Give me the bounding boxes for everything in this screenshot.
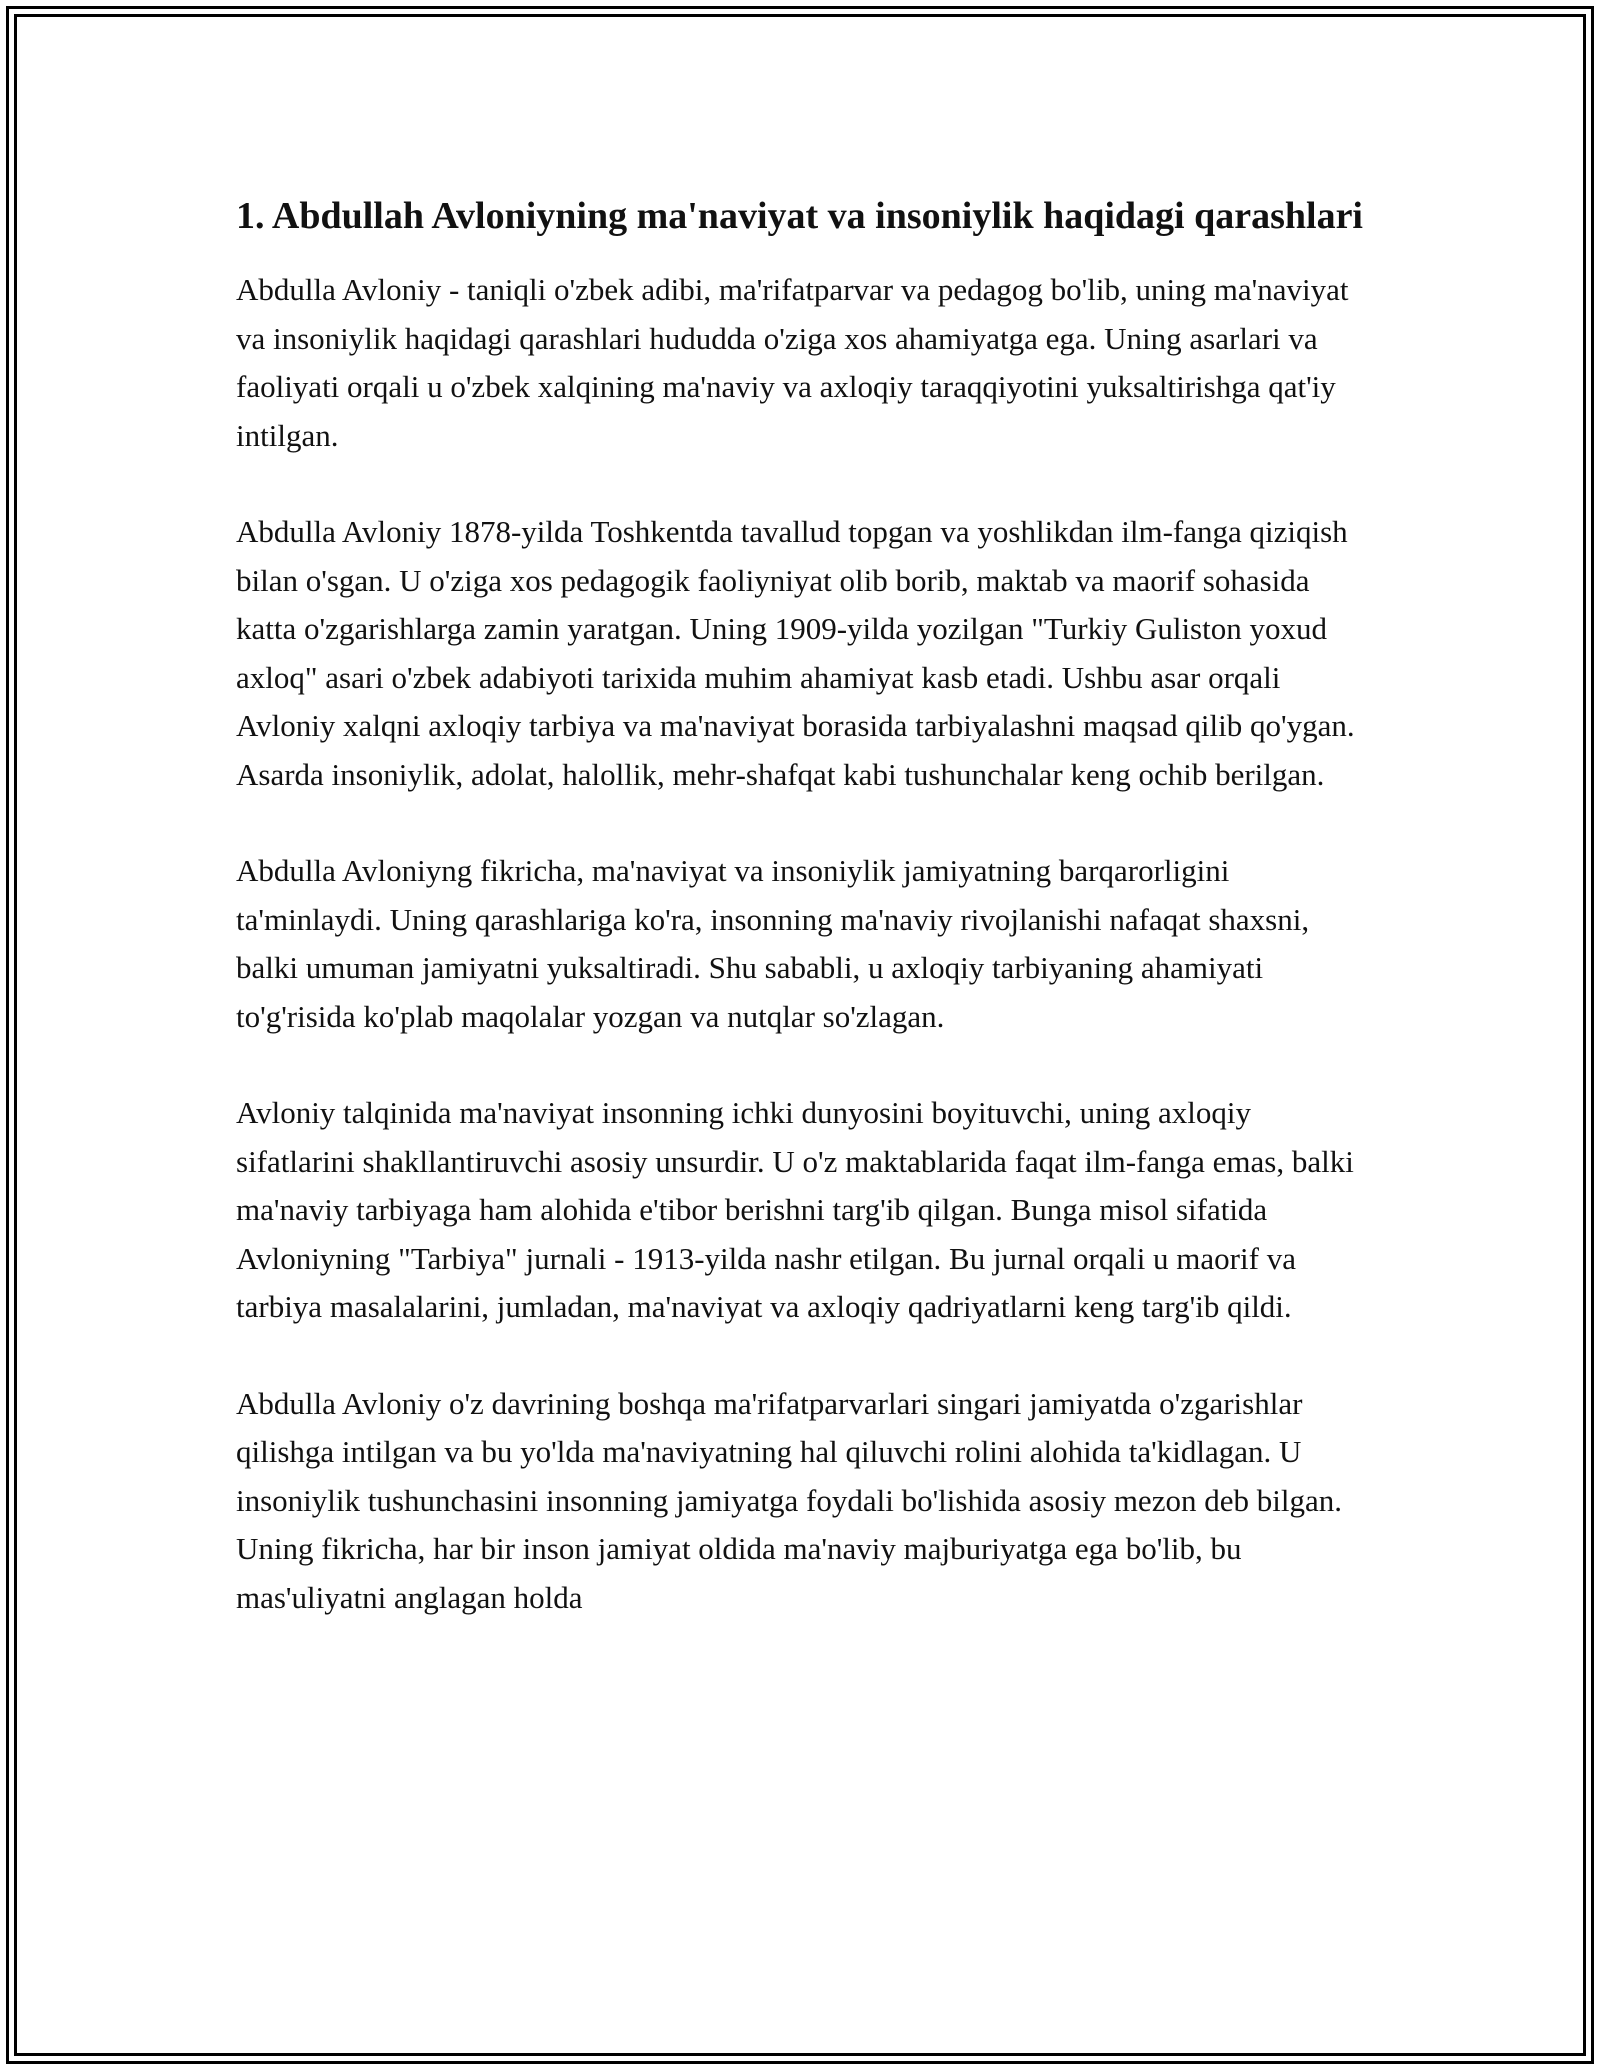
paragraph-society: Abdulla Avloniy o'z davrining boshqa ma'rifatparvarlari singari jamiyatda o'zgarishlar qilishga intilgan va bu yo'lda ma'naviyatning hal qiluvchi rolini alohida ta'kidlagan. U insoniylik tushunchasini insonning jamiyatga foydali bo'lishida asosiy mezon deb bilgan. Uning fikricha, har bir inson jamiyat oldida ma'naviy majburiyatga ega bo'lib, bu mas'uliyatni anglagan holda [236,1385,1342,1615]
paragraph-intro: Abdulla Avloniy - taniqli o'zbek adibi, ma'rifatparvar va pedagog bo'lib, uning ma'naviyat va insoniylik haqidagi qarashlari hududda o'ziga xos ahamiyatga ega. Uning asarlari va faoliyati orqali u o'zbek xalqining ma'naviy va axloqiy taraqqiyotini yuksaltirishga qat'iy intilgan. [236,272,1349,453]
paragraph-interpretation: Avloniy talqinida ma'naviyat insonning ichki dunyosini boyituvchi, uning axloqiy sifatlarini shakllantiruvchi asosiy unsurdir. U o'z maktablarida faqat ilm-fanga emas, balki ma'naviy tarbiyaga ham alohida e'tibor berishni targ'ib qilgan. Bunga misol sifatida Avloniyning "Tarbiya" jurnali - 1913-yilda nashr etilgan. Bu jurnal orqali u maorif va tarbiya masalalarini, jumladan, ma'naviyat va axloqiy qadriyatlarni keng targ'ib qildi. [236,1095,1354,1324]
page-title: 1. Abdullah Avloniyning ma'naviyat va insoniylik haqidagi qarashlari [236,195,1363,237]
paragraph-biography: Abdulla Avloniy 1878-yilda Toshkentda tavallud topgan va yoshlikdan ilm-fanga qiziqish bilan o'sgan. U o'ziga xos pedagogik faoliyniyat olib borib, maktab va maorif sohasida katta o'zgarishlarga zamin yaratgan. Uning 1909-yilda yozilgan "Turkiy Guliston yoxud axloq" asari o'zbek adabiyoti tarixida muhim ahamiyat kasb etadi. Ushbu asar orqali Avloniy xalqni axloqiy tarbiya va ma'naviyat borasida tarbiyalashni maqsad qilib qo'ygan. Asarda insoniylik, adolat, halollik, mehr-shafqat kabi tushunchalar keng ochib berilgan. [236,514,1355,792]
document-body [236,188,1366,1670]
paragraph-views: Abdulla Avloniyng fikricha, ma'naviyat va insoniylik jamiyatning barqarorligini ta'minlaydi. Uning qarashlariga ko'ra, insonning ma'naviy rivojlanishi nafaqat shaxsni, balki umuman jamiyatni yuksaltiradi. Shu sababli, u axloqiy tarbiyaning ahamiyati to'g'risida ko'plab maqolalar yozgan va nutqlar so'zlagan. [236,853,1310,1034]
